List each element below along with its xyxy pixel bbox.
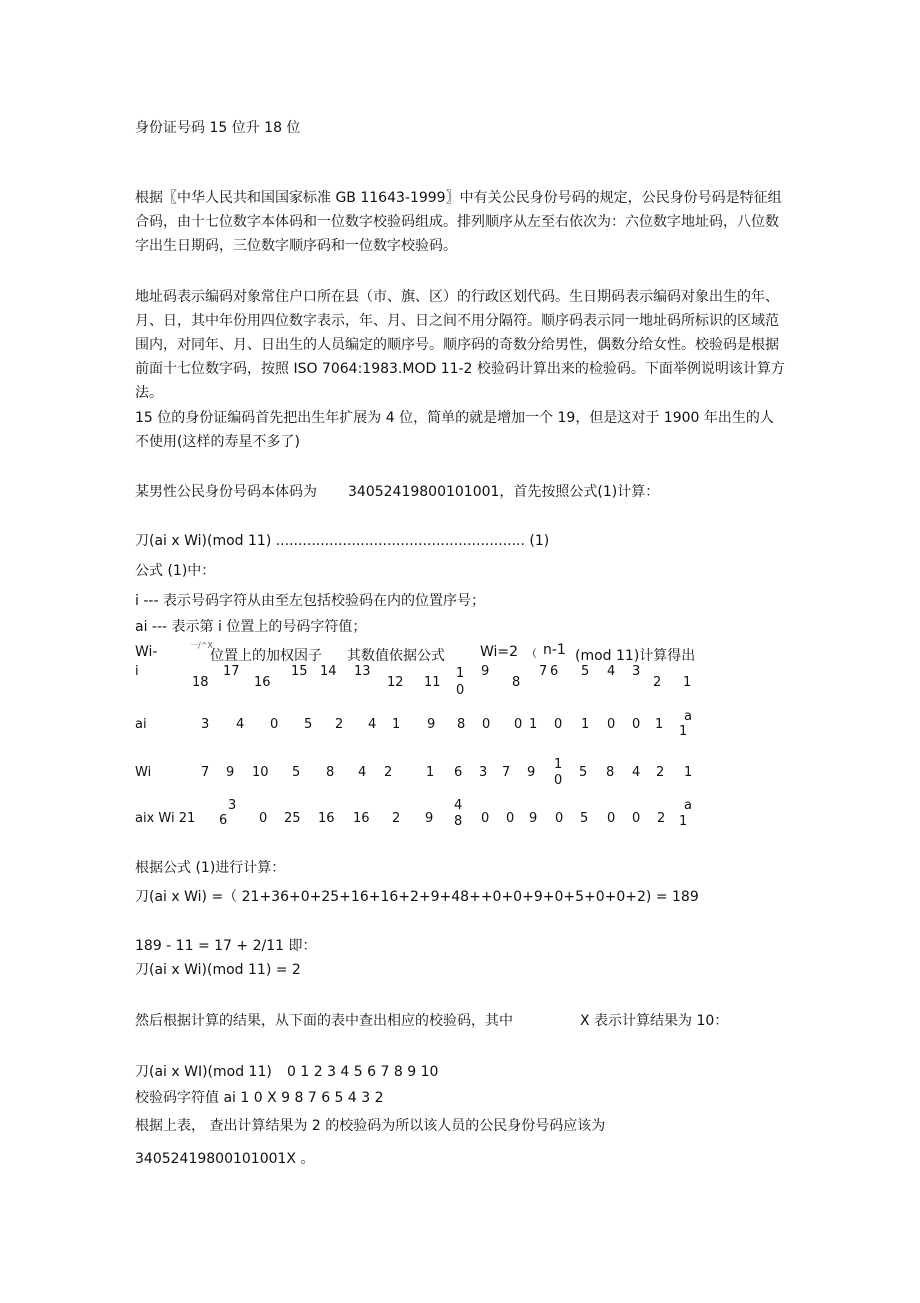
row-aiwi-cell: 16 bbox=[353, 811, 370, 826]
wi-small-mark: 一/^X bbox=[190, 641, 213, 650]
row-ai-cell: 1 bbox=[581, 717, 590, 732]
row-wi-cell: 2 bbox=[384, 765, 393, 780]
row-wi-cell: 1 bbox=[426, 765, 435, 780]
row-i-cell: 14 bbox=[320, 664, 337, 679]
wi-label: Wi- bbox=[135, 644, 158, 660]
row-wi-label: Wi bbox=[135, 765, 152, 780]
row-i-cell: 18 bbox=[192, 675, 209, 690]
row-wi-cell: 7 bbox=[502, 765, 511, 780]
row-wi-cell: 9 bbox=[527, 765, 536, 780]
row-ai-cell: 0 bbox=[607, 717, 616, 732]
row-wi-cell: 3 bbox=[479, 765, 488, 780]
wi-paren: （ bbox=[526, 647, 537, 660]
row-aiwi-cell: 25 bbox=[284, 811, 301, 826]
row-ai-cell: 2 bbox=[335, 717, 344, 732]
row-ai-cell: 4 bbox=[236, 717, 245, 732]
paragraph-definition: 根据〖中华人民共和国国家标准 GB 11643-1999〗中有关公民身份号码的规定，公民身份号码是特征组合码，由十七位数字本体码和一位数字校验码组成。排列顺序从左至右依次为：六位数字地址码，八位数字出生日期码，三位数字顺序码和一位数字校验码。 bbox=[135, 190, 782, 254]
row-aiwi-cell: 0 bbox=[259, 811, 268, 826]
row-i-label: i bbox=[135, 664, 139, 679]
lookup-x-note: X 表示计算结果为 10： bbox=[580, 1013, 729, 1029]
row-i-cell: 1 bbox=[456, 666, 465, 681]
row-i-cell: 16 bbox=[254, 675, 271, 690]
row-ai-cell: 1 bbox=[679, 724, 688, 739]
row-i-cell: 15 bbox=[291, 664, 308, 679]
row-aiwi-cell: 1 bbox=[679, 814, 688, 829]
row-aiwi-cell: 4 bbox=[454, 798, 463, 813]
row-i-cell: 7 bbox=[539, 664, 548, 679]
example-id-number: 34052419800101001，首先按照公式(1)计算： bbox=[348, 484, 660, 500]
row-wi-cell: 0 bbox=[554, 773, 563, 788]
row-ai-cell: 9 bbox=[427, 717, 436, 732]
paragraph-15-digit-upgrade: 15 位的身份证编码首先把出生年扩展为 4 位，简单的就是增加一个 19，但是这对于 1900 年出生的人不使用(这样的寿星不多了) bbox=[135, 410, 774, 450]
row-ai-cell: 4 bbox=[368, 717, 377, 732]
result-id-number: 34052419800101001X 。 bbox=[135, 1151, 315, 1167]
formula-1: 刀(ai x Wi)(mod 11) ........................................................ (1) bbox=[135, 533, 550, 549]
definition-i: i --- 表示号码字符从由至左包括校验码在内的位置序号； bbox=[135, 593, 485, 609]
row-i-cell: 3 bbox=[632, 664, 641, 679]
row-ai-cell: 0 bbox=[514, 717, 523, 732]
calc-division: 189 - 11 = 17 + 2/11 即： bbox=[135, 938, 317, 954]
calc-mod-result: 刀(ai x Wi)(mod 11) = 2 bbox=[135, 962, 301, 978]
row-aiwi-cell: 0 bbox=[607, 811, 616, 826]
wi-mod: (mod 11)计算得出 bbox=[575, 648, 696, 664]
row-aiwi-cell: 9 bbox=[529, 811, 538, 826]
wi-formula: Wi=2 bbox=[480, 644, 519, 660]
row-i-cell: 17 bbox=[223, 664, 240, 679]
row-i-cell: 2 bbox=[653, 675, 662, 690]
row-ai-cell: 1 bbox=[529, 717, 538, 732]
row-ai-cell: 1 bbox=[392, 717, 401, 732]
wi-formula-intro: 其数值依据公式 bbox=[347, 648, 445, 664]
row-aiwi-cell: 0 bbox=[632, 811, 641, 826]
example-label: 某男性公民身份号码本体码为 bbox=[135, 484, 317, 500]
row-aiwi-cell: 0 bbox=[481, 811, 490, 826]
row-aiwi-cell: 8 bbox=[454, 814, 463, 829]
row-aiwi-cell: 2 bbox=[392, 811, 401, 826]
row-i-cell: 1 bbox=[683, 675, 692, 690]
row-wi-cell: 4 bbox=[632, 765, 641, 780]
row-wi-cell: 9 bbox=[226, 765, 235, 780]
result-line: 根据上表， 查出计算结果为 2 的校验码为所以该人员的公民身份号码应该为 bbox=[135, 1118, 606, 1134]
row-i-cell: 11 bbox=[424, 675, 441, 690]
row-aiwi-cell: 5 bbox=[580, 811, 589, 826]
lookup-intro: 然后根据计算的结果，从下面的表中查出相应的校验码，其中 bbox=[135, 1013, 513, 1029]
row-wi-cell: 7 bbox=[201, 765, 210, 780]
formula-in-label: 公式 (1)中： bbox=[135, 563, 216, 579]
row-ai-cell: 0 bbox=[270, 717, 279, 732]
row-ai-cell: 5 bbox=[304, 717, 313, 732]
row-wi-cell: 1 bbox=[684, 765, 693, 780]
row-ai-cell: a bbox=[684, 709, 692, 724]
row-aiwi-cell: 0 bbox=[555, 811, 564, 826]
check-table-row: 校验码字符值 ai 1 0 X 9 8 7 6 5 4 3 2 bbox=[135, 1090, 384, 1106]
row-wi-cell: 10 bbox=[252, 765, 269, 780]
row-i-cell: 8 bbox=[512, 675, 521, 690]
wi-exponent: n-1 bbox=[543, 642, 566, 658]
row-i-cell: 4 bbox=[607, 664, 616, 679]
row-aiwi-cell: 3 bbox=[228, 798, 237, 813]
row-aiwi-cell: 0 bbox=[506, 811, 515, 826]
mod-table-label: 刀(ai x WI)(mod 11) bbox=[135, 1064, 272, 1080]
row-i-cell: 0 bbox=[456, 683, 465, 698]
wi-desc: 位置上的加权因子 bbox=[210, 648, 322, 664]
row-ai-cell: 1 bbox=[655, 717, 664, 732]
row-aiwi-cell: a bbox=[684, 798, 692, 813]
calc-intro: 根据公式 (1)进行计算： bbox=[135, 860, 286, 876]
row-wi-cell: 5 bbox=[579, 765, 588, 780]
row-aiwi-cell: 2 bbox=[657, 811, 666, 826]
row-ai-cell: 3 bbox=[201, 717, 210, 732]
row-i-cell: 5 bbox=[581, 664, 590, 679]
row-ai-cell: 0 bbox=[554, 717, 563, 732]
row-aiwi-label: aix Wi 21 bbox=[135, 811, 196, 826]
row-i-cell: 6 bbox=[550, 664, 559, 679]
row-wi-cell: 4 bbox=[358, 765, 367, 780]
row-ai-cell: 0 bbox=[482, 717, 491, 732]
row-aiwi-cell: 9 bbox=[425, 811, 434, 826]
row-wi-cell: 8 bbox=[606, 765, 615, 780]
definition-ai: ai --- 表示第 i 位置上的号码字符值； bbox=[135, 619, 367, 635]
calc-sum: 刀(ai x Wi) =（ 21+36+0+25+16+16+2+9+48++0+0+9+0+5+0+0+2) = 189 bbox=[135, 889, 699, 905]
paragraph-code-structure: 地址码表示编码对象常住户口所在县（市、旗、区）的行政区划代码。生日期码表示编码对象出生的年、月、日，其中年份用四位数字表示，年、月、日之间不用分隔符。顺序码表示同一地址码所标识的区域范围内，对同年、月、日出生的人员编定的顺序号。顺序码的奇数分给男性，偶数分给女性。校验码是根据前面十七位数字码，按照 ISO 7064:1983.MOD 11-2 校验码计算出来的检验码。下面举例说明该计算方法。 bbox=[135, 289, 785, 401]
row-wi-cell: 2 bbox=[656, 765, 665, 780]
row-wi-cell: 6 bbox=[454, 765, 463, 780]
row-i-cell: 9 bbox=[481, 664, 490, 679]
row-aiwi-cell: 6 bbox=[219, 813, 228, 828]
row-ai-cell: 8 bbox=[457, 717, 466, 732]
row-wi-cell: 1 bbox=[554, 757, 563, 772]
mod-table-values: 0 1 2 3 4 5 6 7 8 9 10 bbox=[287, 1064, 439, 1080]
row-ai-cell: 0 bbox=[632, 717, 641, 732]
row-i-cell: 12 bbox=[387, 675, 404, 690]
row-i-cell: 13 bbox=[354, 664, 371, 679]
row-wi-cell: 8 bbox=[326, 765, 335, 780]
row-wi-cell: 5 bbox=[292, 765, 301, 780]
row-aiwi-cell: 16 bbox=[318, 811, 335, 826]
page-title: 身份证号码 15 位升 18 位 bbox=[135, 120, 301, 136]
row-ai-label: ai bbox=[135, 717, 147, 732]
